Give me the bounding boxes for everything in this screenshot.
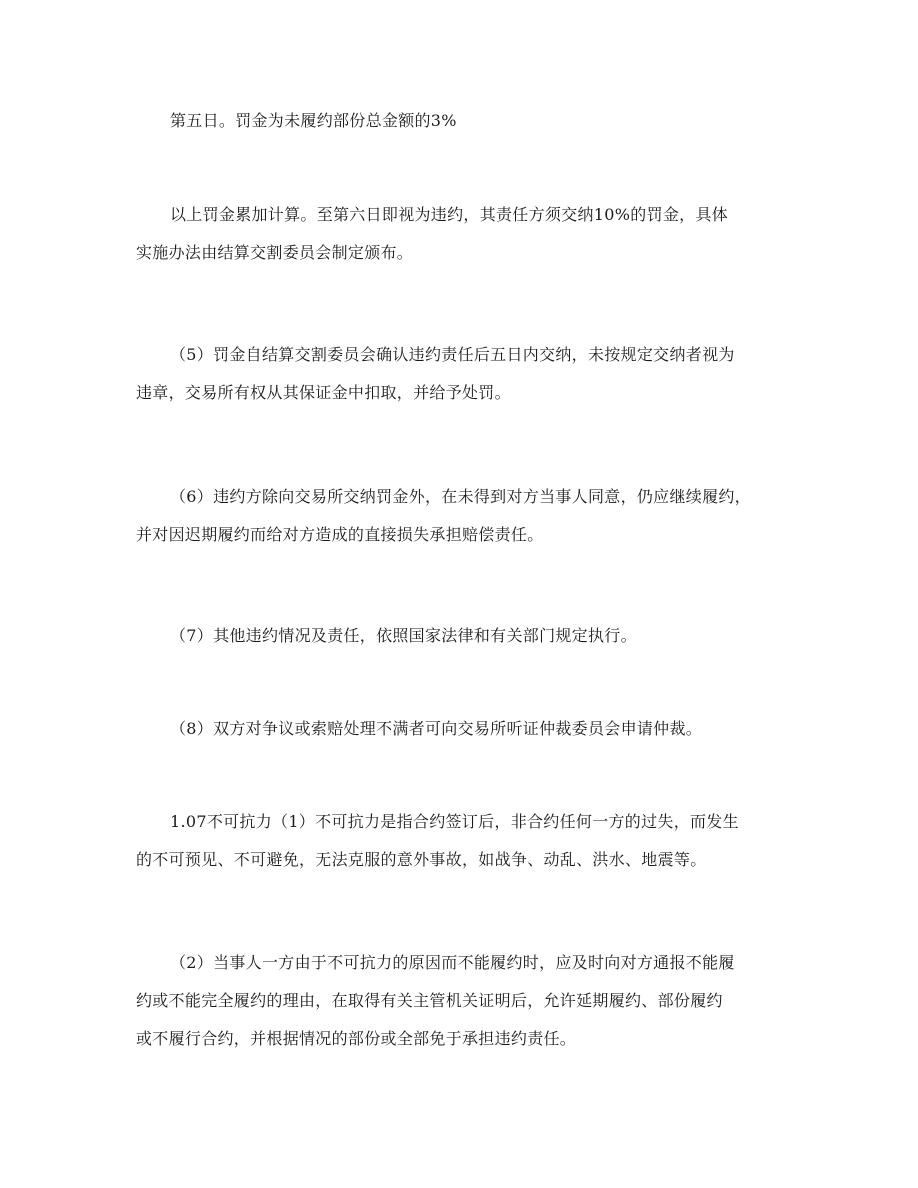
text-line: 违章，交易所有权从其保证金中扣取，并给予处罚。 bbox=[136, 383, 511, 402]
text-line: 的不可预见、不可避免，无法克服的意外事故，如战争、动乱、洪水、地震等。 bbox=[136, 850, 707, 869]
text-line: 约或不能完全履约的理由，在取得有关主管机关证明后，允许延期履约、部份履约 bbox=[136, 991, 723, 1010]
text-line: 或不履行合约，并根据情况的部份或全部免于承担违约责任。 bbox=[136, 1029, 577, 1048]
text-line: 并对因迟期履约而给对方造成的直接损失承担赔偿责任。 bbox=[136, 525, 544, 544]
paragraph-cumulative-penalty bbox=[136, 196, 786, 272]
text-line: 1.07不可抗力（1）不可抗力是指合约签订后，非合约任何一方的过失，而发生 bbox=[170, 812, 739, 831]
text-line: （2）当事人一方由于不可抗力的原因而不能履约时，应及时向对方通报不能履 bbox=[170, 953, 735, 972]
paragraph-force-majeure-2 bbox=[136, 944, 786, 1058]
text-line: 以上罚金累加计算。至第六日即视为违约，其责任方须交纳10%的罚金，具体 bbox=[170, 205, 729, 224]
paragraph-item-5 bbox=[136, 336, 786, 412]
paragraph-day5-penalty bbox=[136, 102, 786, 140]
paragraph-item-7 bbox=[136, 617, 786, 655]
text-line: （6）违约方除向交易所交纳罚金外，在未得到对方当事人同意，仍应继续履约， bbox=[170, 487, 751, 506]
paragraph-force-majeure bbox=[136, 803, 786, 879]
text-line: （7）其他违约情况及责任，依照国家法律和有关部门规定执行。 bbox=[170, 626, 637, 645]
text-line: 第五日。罚金为未履约部份总金额的3% bbox=[170, 111, 457, 130]
text-line: 实施办法由结算交割委员会制定颁布。 bbox=[136, 243, 414, 262]
text-line: （5）罚金自结算交割委员会确认违约责任后五日内交纳，未按规定交纳者视为 bbox=[170, 345, 735, 364]
paragraph-item-6 bbox=[136, 478, 786, 554]
paragraph-item-8 bbox=[136, 710, 786, 748]
text-line: （8）双方对争议或索赔处理不满者可向交易所听证仲裁委员会申请仲裁。 bbox=[170, 719, 703, 738]
